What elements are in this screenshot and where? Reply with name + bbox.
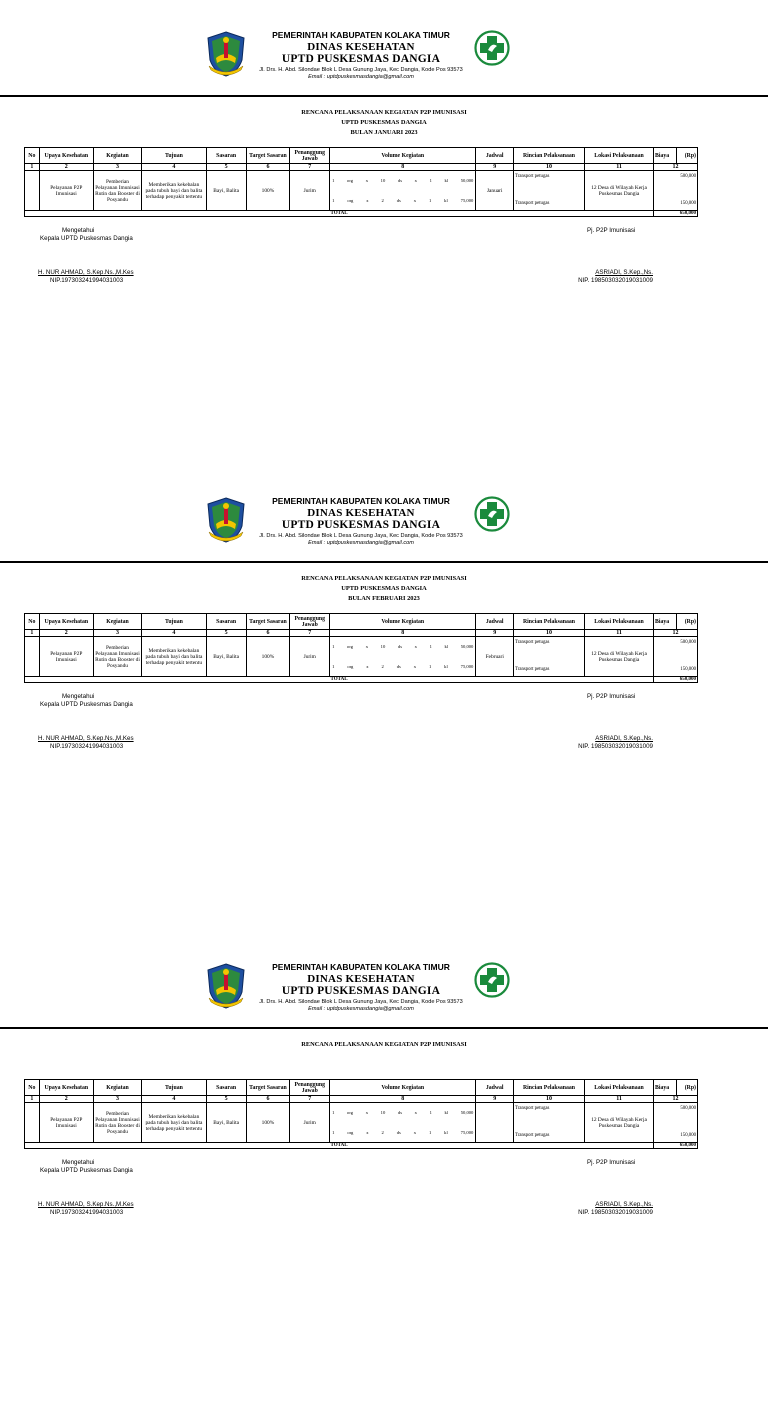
- cell-jadwal: [476, 1103, 514, 1143]
- email: Email : uptdpuskesmasdangia@gmail.com: [308, 1006, 414, 1012]
- col-number: 6: [246, 164, 290, 171]
- sign-right-line1: Pj. P2P Imunisasi: [587, 693, 636, 700]
- cell-rincian: [514, 637, 585, 677]
- biaya-line-1: 500,000: [680, 174, 696, 179]
- cell-upaya: Pelayanan P2P Imunisasi: [39, 1103, 93, 1143]
- col-header-sasaran: Sasaran: [206, 614, 246, 630]
- cell-tujuan: Memberikan kekebalan pada tubuh bayi dan balita terhadap penyakit tertentu: [142, 1103, 207, 1143]
- cell-jadwal: Januari: [476, 171, 514, 211]
- agency-name: PEMERINTAH KABUPATEN KOLAKA TIMUR: [272, 962, 450, 972]
- total-label: TOTAL: [25, 211, 654, 217]
- cell-sasaran: Bayi, Balita: [206, 171, 246, 211]
- col-header-upaya: Upaya Kesehatan: [39, 1080, 93, 1096]
- col-number: 11: [585, 164, 654, 171]
- col-header-tujuan: Tujuan: [142, 148, 207, 164]
- signature-left-name: [38, 735, 134, 751]
- volume-spacer: [330, 652, 475, 662]
- col-number: 1: [25, 1096, 40, 1103]
- kemenkes-logo-icon: [474, 496, 510, 532]
- col-header-volume: Volume Kegiatan: [330, 614, 476, 630]
- col-header-no: No: [25, 148, 40, 164]
- letterhead-divider: [0, 1027, 768, 1029]
- col-number: 7: [290, 630, 330, 637]
- col-header-upaya: Upaya Kesehatan: [39, 148, 93, 164]
- col-number: 12: [654, 1096, 698, 1103]
- unit-name: UPTD PUSKESMAS DANGIA: [281, 53, 441, 65]
- col-number: 8: [330, 164, 476, 171]
- col-number: 8: [330, 1096, 476, 1103]
- title-line-2: UPTD PUSKESMAS DANGIA: [341, 585, 427, 592]
- cell-upaya: Pelayanan P2P Imunisasi: [39, 171, 93, 211]
- sign-left-line1: Mengetahui: [62, 693, 95, 700]
- col-header-kegiatan: Kegiatan: [93, 614, 141, 630]
- col-header-biaya: Biaya: [654, 148, 677, 164]
- signature-left: [40, 693, 133, 709]
- letterhead-divider: [0, 561, 768, 563]
- col-number: 5: [206, 630, 246, 637]
- volume-line-2: 1 org x 2 ds x 1 kl 75,000: [332, 1129, 474, 1135]
- sign-right-name: ASRIADI, S.Kep.,Ns.: [595, 1201, 653, 1208]
- table-row: [25, 1103, 698, 1143]
- col-number: 12: [654, 164, 698, 171]
- col-header-rp: (Rp): [677, 1080, 698, 1096]
- unit-name: UPTD PUSKESMAS DANGIA: [281, 985, 441, 997]
- cell-target: 100%: [246, 171, 290, 211]
- cell-pj: Jurim: [290, 637, 330, 677]
- table-total-row: [25, 1143, 698, 1149]
- signature-right-name: [571, 269, 653, 285]
- table-header-row: [25, 1080, 698, 1096]
- biaya-line-1: 500,000: [680, 640, 696, 645]
- cell-volume: [330, 171, 476, 211]
- col-number: 4: [142, 164, 207, 171]
- cell-volume: [330, 637, 476, 677]
- address: Jl. Drs. H. Abd. Silondae Blok L Desa Gunung Jaya, Kec Dangia, Kode Pos 93573: [259, 999, 463, 1005]
- col-header-no: No: [25, 1080, 40, 1096]
- cell-biaya: [654, 171, 698, 211]
- total-label: TOTAL: [25, 677, 654, 683]
- agency-name: PEMERINTAH KABUPATEN KOLAKA TIMUR: [272, 30, 450, 40]
- rincian-line-1: Transport petugas: [515, 1106, 550, 1111]
- cell-kegiatan: Pemberian Pelayanan Imunisasi Rutin dan Booster di Posyandu: [93, 637, 141, 677]
- signature-right: [587, 693, 635, 701]
- col-number: 11: [585, 1096, 654, 1103]
- cell-rincian: [514, 171, 585, 211]
- kemenkes-logo-icon: [474, 30, 510, 66]
- rincian-line-1: Transport petugas: [515, 640, 550, 645]
- table-number-row: [25, 630, 698, 637]
- cell-rincian: [514, 1103, 585, 1143]
- table-header-row: [25, 148, 698, 164]
- col-number: 4: [142, 1096, 207, 1103]
- sign-left-line2: Kepala UPTD Puskesmas Dangia: [40, 1167, 133, 1174]
- title-line-2: UPTD PUSKESMAS DANGIA: [341, 119, 427, 126]
- cell-biaya: [654, 1103, 698, 1143]
- signature-left-name: [38, 1201, 134, 1217]
- col-header-rincian: Rincian Pelaksanaan: [514, 614, 585, 630]
- col-number: 9: [476, 1096, 514, 1103]
- biaya-line-1: 500,000: [680, 1106, 696, 1111]
- address: Jl. Drs. H. Abd. Silondae Blok L Desa Gunung Jaya, Kec Dangia, Kode Pos 93573: [259, 533, 463, 539]
- table-number-row: [25, 164, 698, 171]
- col-number: 8: [330, 630, 476, 637]
- col-number: 4: [142, 630, 207, 637]
- cell-lokasi: 12 Desa di Wilayah Kerja Puskesmas Dangia: [585, 637, 654, 677]
- col-number: 3: [93, 1096, 141, 1103]
- volume-line-1: 1 org x 10 ds x 1 kl 50,000: [332, 643, 474, 649]
- sign-left-name: H. NUR AHMAD, S.Kep.Ns.,M.Kes: [38, 735, 134, 742]
- col-header-rincian: Rincian Pelaksanaan: [514, 1080, 585, 1096]
- sign-right-name: ASRIADI, S.Kep.,Ns.: [595, 269, 653, 276]
- sign-left-name: H. NUR AHMAD, S.Kep.Ns.,M.Kes: [38, 269, 134, 276]
- activity-plan-table: [24, 613, 698, 683]
- col-number: 12: [654, 630, 698, 637]
- total-label: TOTAL: [25, 1143, 654, 1149]
- table-total-row: [25, 211, 698, 217]
- letterhead-text: [248, 30, 474, 81]
- volume-spacer: [330, 186, 475, 196]
- title-line-1: RENCANA PELAKSANAAN KEGIATAN P2P IMUNISASI: [301, 109, 467, 116]
- cell-tujuan: Memberikan kekebalan pada tubuh bayi dan balita terhadap penyakit tertentu: [142, 171, 207, 211]
- table-total-row: [25, 677, 698, 683]
- col-header-tujuan: Tujuan: [142, 1080, 207, 1096]
- biaya-line-2: 150,000: [680, 667, 696, 672]
- volume-line-1: 1 org x 10 ds x 1 kl 50,000: [332, 1109, 474, 1115]
- col-header-volume: Volume Kegiatan: [330, 1080, 476, 1096]
- col-header-volume: Volume Kegiatan: [330, 148, 476, 164]
- email: Email : uptdpuskesmasdangia@gmail.com: [308, 540, 414, 546]
- col-header-lokasi: Lokasi Pelaksanaan: [585, 148, 654, 164]
- col-number: 2: [39, 164, 93, 171]
- col-header-sasaran: Sasaran: [206, 1080, 246, 1096]
- document-page: [0, 488, 768, 954]
- cell-target: 100%: [246, 1103, 290, 1143]
- col-number: 1: [25, 164, 40, 171]
- cell-lokasi: 12 Desa di Wilayah Kerja Puskesmas Dangia: [585, 171, 654, 211]
- sign-left-name: H. NUR AHMAD, S.Kep.Ns.,M.Kes: [38, 1201, 134, 1208]
- sign-left-line1: Mengetahui: [62, 227, 95, 234]
- cell-pj: Jurim: [290, 1103, 330, 1143]
- table-number-row: [25, 1096, 698, 1103]
- col-number: 10: [514, 1096, 585, 1103]
- sign-left-line1: Mengetahui: [62, 1159, 95, 1166]
- col-number: 7: [290, 164, 330, 171]
- title-line-3: BULAN JANUARI 2023: [350, 129, 418, 136]
- sign-right-nip: NIP. 198503032019031009: [578, 277, 653, 284]
- document-page: [0, 22, 768, 488]
- col-number: 10: [514, 164, 585, 171]
- col-header-jadwal: Jadwal: [476, 148, 514, 164]
- col-header-rincian: Rincian Pelaksanaan: [514, 148, 585, 164]
- total-value: 650,000: [654, 1143, 698, 1149]
- cell-no: [25, 1103, 40, 1143]
- activity-plan-table: [24, 1079, 698, 1149]
- rincian-line-2: Transport petugas: [515, 201, 550, 206]
- biaya-line-2: 150,000: [680, 1133, 696, 1138]
- department-name: DINAS KESEHATAN: [307, 507, 415, 519]
- cell-pj: Jurim: [290, 171, 330, 211]
- cell-no: [25, 637, 40, 677]
- sign-right-name: ASRIADI, S.Kep.,Ns.: [595, 735, 653, 742]
- title-line-1: RENCANA PELAKSANAAN KEGIATAN P2P IMUNISASI: [301, 1041, 467, 1048]
- col-header-biaya: Biaya: [654, 1080, 677, 1096]
- document-title: [0, 1040, 768, 1050]
- cell-upaya: Pelayanan P2P Imunisasi: [39, 637, 93, 677]
- sign-left-line2: Kepala UPTD Puskesmas Dangia: [40, 701, 133, 708]
- col-number: 3: [93, 630, 141, 637]
- signature-right-name: [571, 1201, 653, 1217]
- col-header-no: No: [25, 614, 40, 630]
- col-number: 5: [206, 1096, 246, 1103]
- email: Email : uptdpuskesmasdangia@gmail.com: [308, 74, 414, 80]
- col-number: 10: [514, 630, 585, 637]
- col-header-lokasi: Lokasi Pelaksanaan: [585, 614, 654, 630]
- volume-line-2: 1 org x 2 ds x 1 kl 75,000: [332, 197, 474, 203]
- col-header-biaya: Biaya: [654, 614, 677, 630]
- total-value: 650,000: [654, 211, 698, 217]
- signature-right: [587, 1159, 635, 1167]
- col-number: 5: [206, 164, 246, 171]
- sign-left-nip: NIP.197303241994031003: [50, 743, 124, 750]
- cell-kegiatan: Pemberian Pelayanan Imunisasi Rutin dan Booster di Posyandu: [93, 1103, 141, 1143]
- sign-right-nip: NIP. 198503032019031009: [578, 743, 653, 750]
- signature-right: [587, 227, 635, 235]
- biaya-line-2: 150,000: [680, 201, 696, 206]
- sign-right-nip: NIP. 198503032019031009: [578, 1209, 653, 1216]
- volume-line-2: 1 org x 2 ds x 1 kl 75,000: [332, 663, 474, 669]
- signature-left-name: [38, 269, 134, 285]
- letterhead-divider: [0, 95, 768, 97]
- unit-name: UPTD PUSKESMAS DANGIA: [281, 519, 441, 531]
- cell-kegiatan: Pemberian Pelayanan Imunisasi Rutin dan Booster di Posyandu: [93, 171, 141, 211]
- document-title: [0, 108, 768, 138]
- volume-line-1: 1 org x 10 ds x 1 kl 50,000: [332, 177, 474, 183]
- col-number: 7: [290, 1096, 330, 1103]
- letterhead: [0, 488, 768, 568]
- col-header-pj: Penanggung Jawab: [290, 148, 330, 164]
- title-line-3: BULAN FEBRUARI 2023: [348, 595, 420, 602]
- col-header-tujuan: Tujuan: [142, 614, 207, 630]
- total-value: 650,000: [654, 677, 698, 683]
- col-number: 6: [246, 630, 290, 637]
- cell-volume: [330, 1103, 476, 1143]
- volume-spacer: [330, 1118, 475, 1128]
- col-number: 6: [246, 1096, 290, 1103]
- sign-left-nip: NIP.197303241994031003: [50, 277, 124, 284]
- col-header-lokasi: Lokasi Pelaksanaan: [585, 1080, 654, 1096]
- col-header-kegiatan: Kegiatan: [93, 1080, 141, 1096]
- rincian-line-2: Transport petugas: [515, 667, 550, 672]
- table-row: [25, 171, 698, 211]
- signature-left: [40, 1159, 133, 1175]
- address: Jl. Drs. H. Abd. Silondae Blok L Desa Gunung Jaya, Kec Dangia, Kode Pos 93573: [259, 67, 463, 73]
- col-header-rp: (Rp): [677, 148, 698, 164]
- sign-left-nip: NIP.197303241994031003: [50, 1209, 124, 1216]
- rincian-line-2: Transport petugas: [515, 1133, 550, 1138]
- col-header-rp: (Rp): [677, 614, 698, 630]
- col-header-jadwal: Jadwal: [476, 614, 514, 630]
- col-number: 3: [93, 164, 141, 171]
- cell-no: [25, 171, 40, 211]
- col-number: 11: [585, 630, 654, 637]
- col-header-target: Target Sasaran: [246, 614, 290, 630]
- col-header-sasaran: Sasaran: [206, 148, 246, 164]
- letterhead: [0, 954, 768, 1034]
- sign-right-line1: Pj. P2P Imunisasi: [587, 227, 636, 234]
- department-name: DINAS KESEHATAN: [307, 973, 415, 985]
- document-title: [0, 574, 768, 604]
- col-header-upaya: Upaya Kesehatan: [39, 614, 93, 630]
- kemenkes-logo-icon: [474, 962, 510, 998]
- sign-left-line2: Kepala UPTD Puskesmas Dangia: [40, 235, 133, 242]
- cell-sasaran: Bayi, Balita: [206, 1103, 246, 1143]
- sign-right-line1: Pj. P2P Imunisasi: [587, 1159, 636, 1166]
- signature-right-name: [571, 735, 653, 751]
- col-header-jadwal: Jadwal: [476, 1080, 514, 1096]
- activity-plan-table: [24, 147, 698, 217]
- col-number: 1: [25, 630, 40, 637]
- col-header-target: Target Sasaran: [246, 1080, 290, 1096]
- table-row: [25, 637, 698, 677]
- table-header-row: [25, 614, 698, 630]
- cell-lokasi: 12 Desa di Wilayah Kerja Puskesmas Dangia: [585, 1103, 654, 1143]
- signature-left: [40, 227, 133, 243]
- department-name: DINAS KESEHATAN: [307, 41, 415, 53]
- title-line-1: RENCANA PELAKSANAAN KEGIATAN P2P IMUNISASI: [301, 575, 467, 582]
- col-header-kegiatan: Kegiatan: [93, 148, 141, 164]
- letterhead-text: [248, 496, 474, 547]
- letterhead-text: [248, 962, 474, 1013]
- cell-biaya: [654, 637, 698, 677]
- rincian-line-1: Transport petugas: [515, 174, 550, 179]
- col-number: 2: [39, 630, 93, 637]
- col-header-pj: Penanggung Jawab: [290, 614, 330, 630]
- cell-sasaran: Bayi, Balita: [206, 637, 246, 677]
- cell-jadwal: Februari: [476, 637, 514, 677]
- agency-name: PEMERINTAH KABUPATEN KOLAKA TIMUR: [272, 496, 450, 506]
- col-header-pj: Penanggung Jawab: [290, 1080, 330, 1096]
- col-number: 9: [476, 630, 514, 637]
- letterhead: [0, 22, 768, 102]
- col-number: 2: [39, 1096, 93, 1103]
- col-number: 9: [476, 164, 514, 171]
- col-header-target: Target Sasaran: [246, 148, 290, 164]
- cell-tujuan: Memberikan kekebalan pada tubuh bayi dan balita terhadap penyakit tertentu: [142, 637, 207, 677]
- cell-target: 100%: [246, 637, 290, 677]
